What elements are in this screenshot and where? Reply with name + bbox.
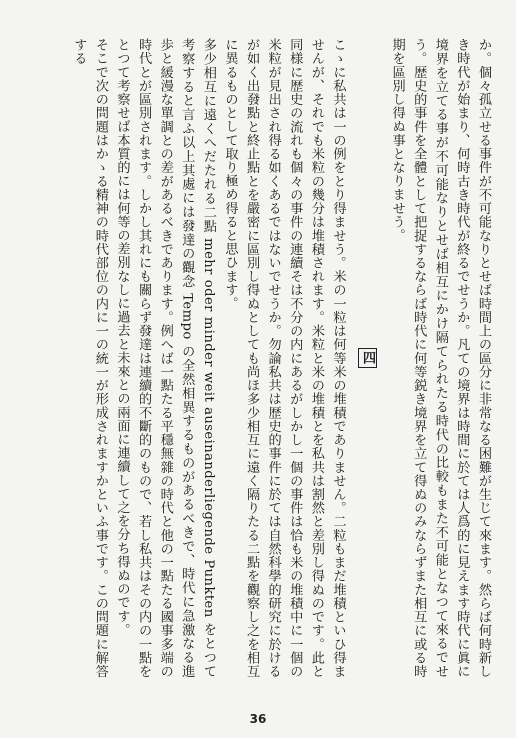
vertical-text-body bbox=[24, 38, 494, 678]
section-number-label: 四 bbox=[358, 348, 377, 368]
paragraph-1: か。個々孤立せる事件が不可能なりとせば時間上の區分に非常なる困難が生じて來ます。然らば何時新しき時代が始まり、何時古き時代が終るでせうか。凡ての境界は時間に於ては人爲的に見えます時代に眞に境界を立てる事が不可能なりとせば相互にかけ隔てられたる時代の比較もまた不可能となつて來るでせう。歴史的事件を全體として把捉するならば時代に何等鋭き境界を立て得ぬのみならずまた相互に或る時期を區別し得ぬ事となりませう。 bbox=[389, 38, 491, 678]
paragraph-2: こゝに私共は一の例をとり得ませう。米の一粒は何等米の堆積でありません。二粒もまだ堆積といひ得ませんが、それでも米粒の幾分は堆積されます。米粒と米の堆積とを私共は割然と差別し得ぬのです。此と同様に歴史の流れも個々の事件の連續そは不分の内にあるがしかし一個の事件は恰も米の堆積中に一個の米粒が見出され得る如くあるではないでせうか。勿論私共は歴史的事件に於ては自然科學的研究に於けるが如く出發點と終止點とを嚴密に區別し得ぬとしても尚ほ多少相互に遠く隔りたる二點を觀察し之を相互に異るものとして取り極め得ると思ひます。 bbox=[222, 38, 346, 678]
paragraph-3: 多少相互に遠くへだたれる二點 mehr oder minder weit auseinanderliegende Punkten をとつて考察すると言ふ以上其處には發達の觀念 Tempo の全然相異するものがあるべきで、時代に急激なる進歩と緩漫な單調との差があるべきであります。例へば一點たる平穩無雜の時代と他の一點たる國事多端の時代とが區別されます。しかし其れにも關らず發達は連續的不斷的のもので、若し私共はその内の一點をとつて考察せば本質的には何等の差別なしに過去と未來との兩面に連續して之を分ち得ぬのです。 bbox=[114, 38, 216, 678]
section-number bbox=[356, 38, 378, 678]
paragraph-4: そこで次の問題はかゝる精神の時代部位の内に一の統一が形成されますかといふ事です。この問題に解答する bbox=[71, 38, 108, 678]
page-number: 36 bbox=[249, 712, 267, 726]
